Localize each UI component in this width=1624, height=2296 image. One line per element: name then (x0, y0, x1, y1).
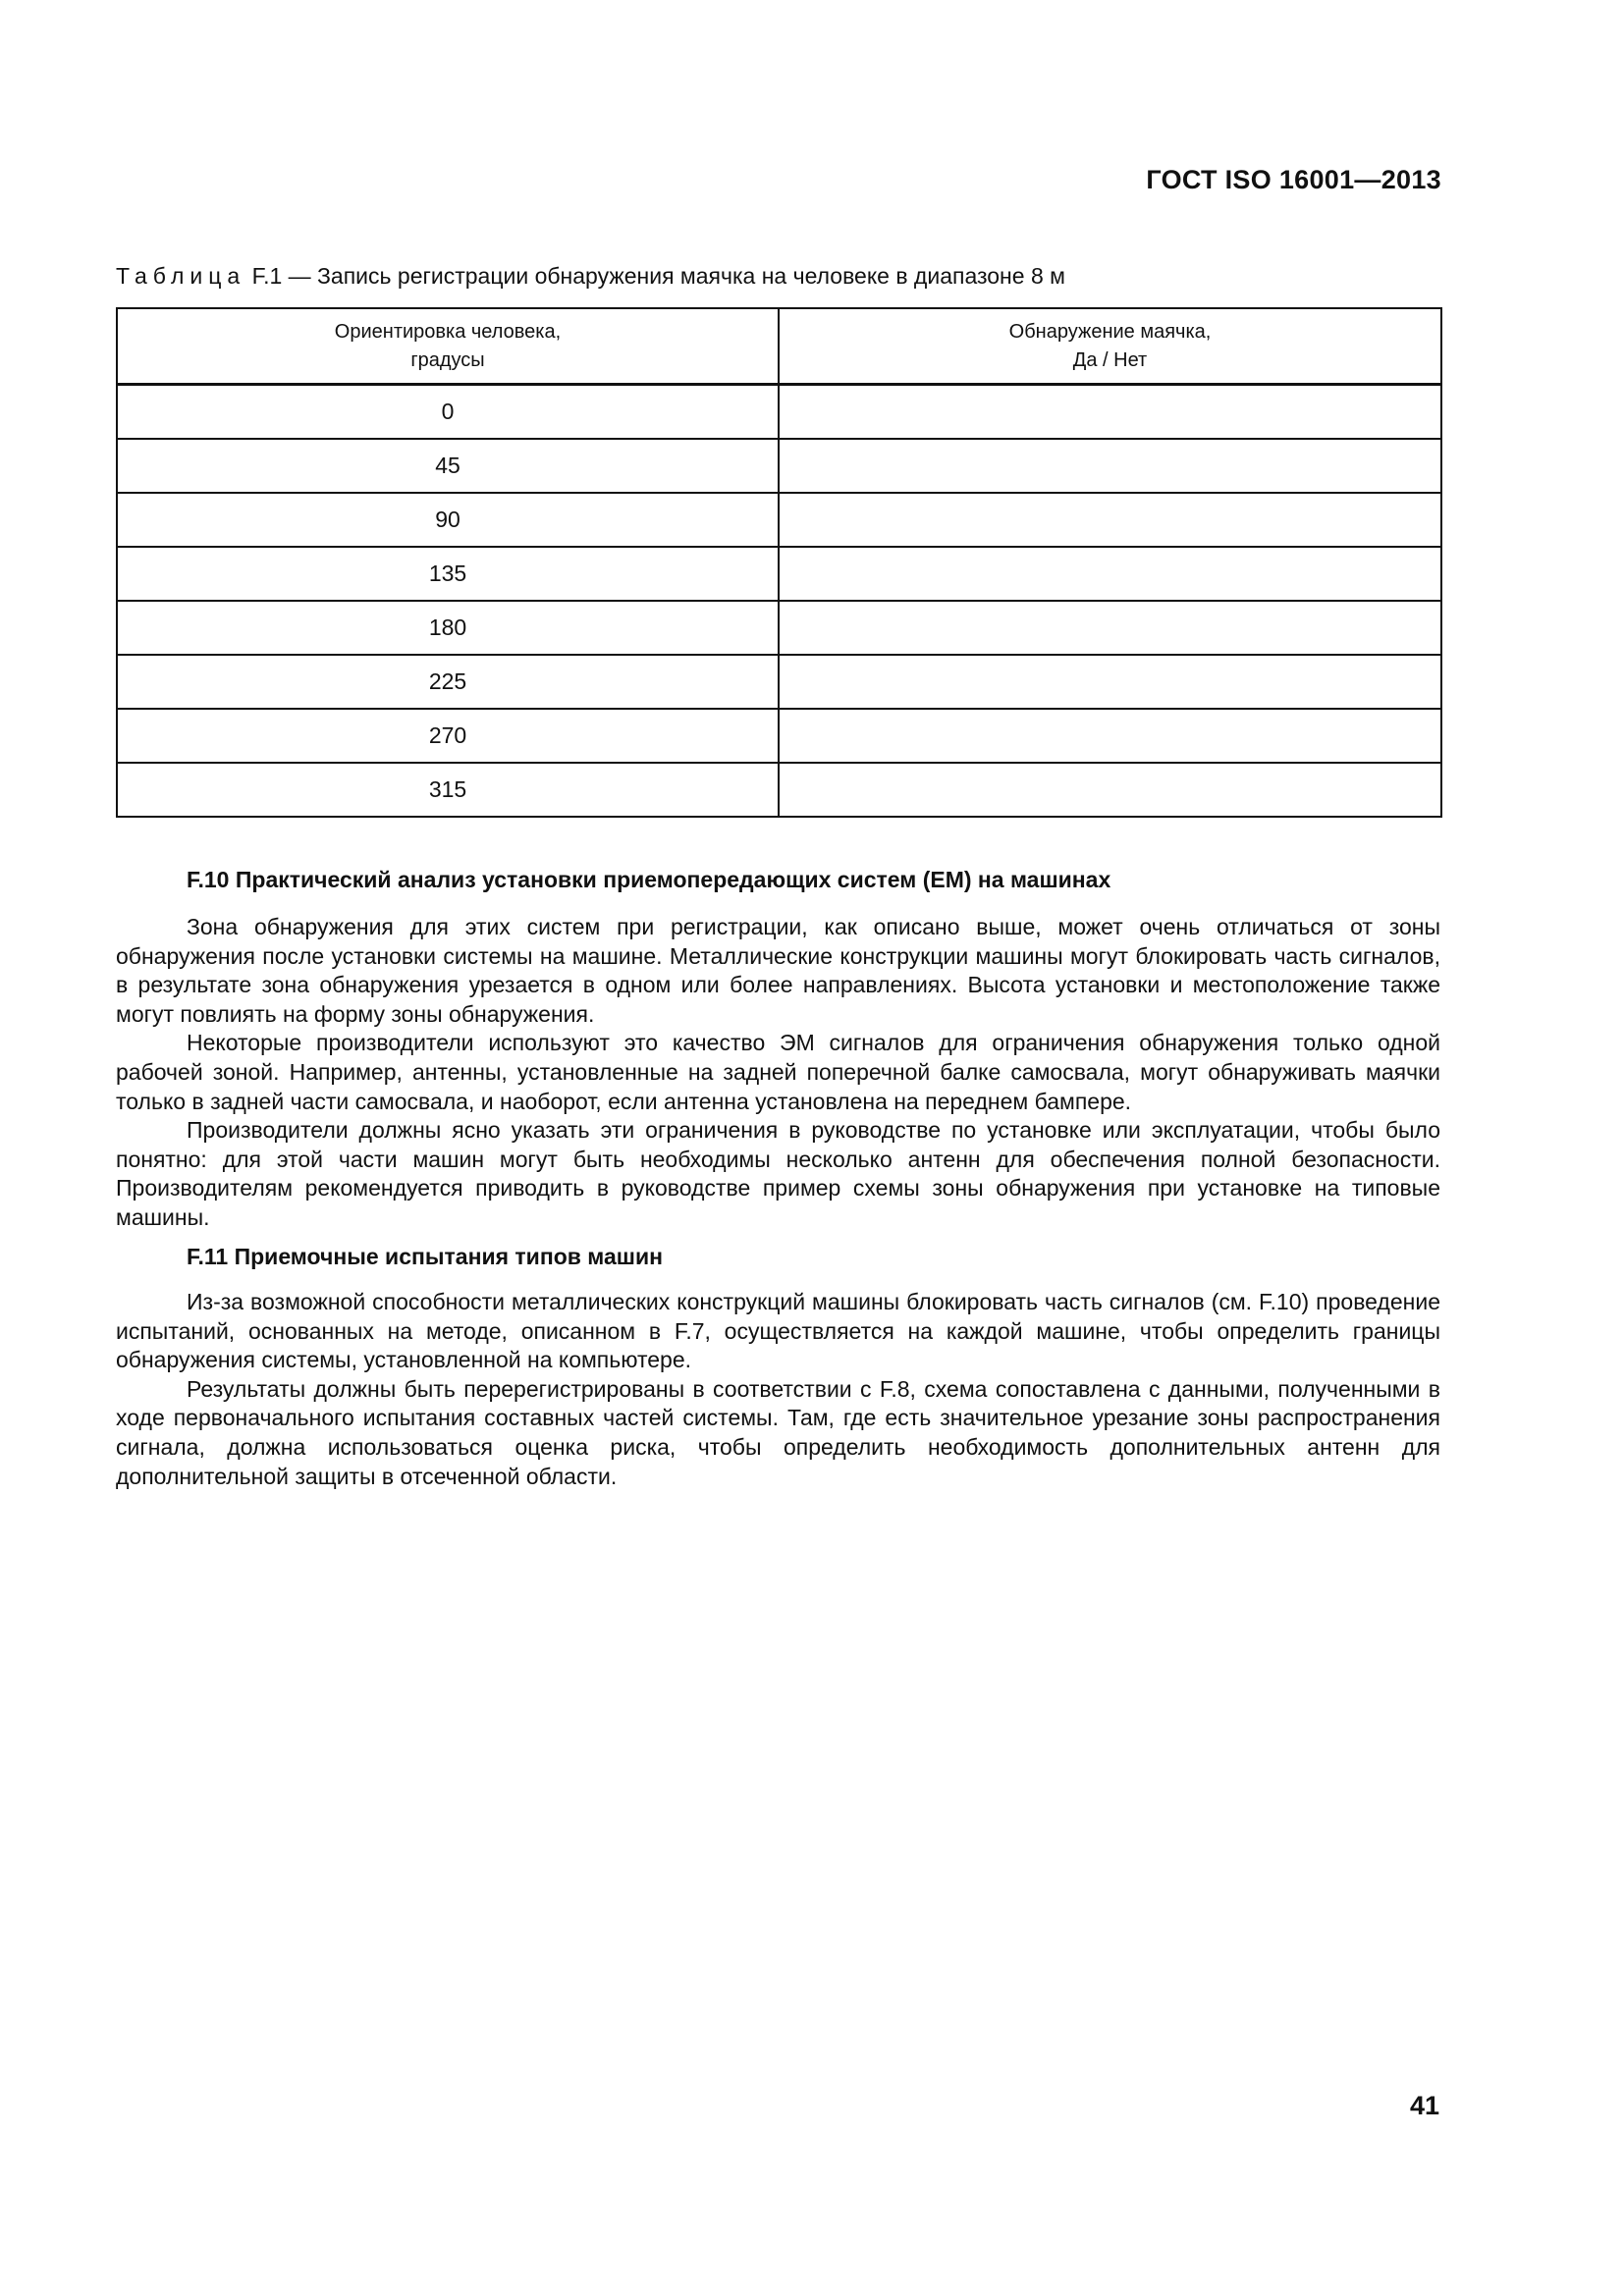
detection-cell (779, 385, 1441, 440)
table-caption-text: F.1 — Запись регистрации обнаружения маячка на человеке в диапазоне 8 м (245, 263, 1065, 289)
page-number: 41 (1409, 2091, 1439, 2120)
column-header-orientation (117, 308, 779, 385)
table-row (117, 763, 1441, 817)
beacon-detection-table (116, 307, 1442, 818)
paragraph: Некоторые производители используют это качество ЭМ сигналов для ограничения обнаружения только одной рабочей зоной. Например, антенны, установленные на задней поперечной балке самосвала, могут обнаруживать маячки только в задней части самосвала, и наоборот, если антенна установлена на переднем бампере. (116, 1030, 1440, 1114)
detection-cell (779, 547, 1441, 601)
column-header-line: градусы (410, 348, 485, 371)
paragraph: Из-за возможной способности металлических конструкций машины блокировать часть сигналов (см. F.10) проведение испытаний, основанных на методе, описанном в F.7, осуществляется на каждой машине, чтобы определить границы обнаружения системы, установленной на компьютере. (116, 1289, 1440, 1373)
detection-cell (779, 439, 1441, 493)
orientation-cell: 0 (117, 385, 779, 440)
detection-cell (779, 493, 1441, 547)
section-heading: F.10 Практический анализ установки приемопередающих систем (ЕМ) на машинах (187, 867, 1111, 892)
orientation-cell: 315 (117, 763, 779, 817)
section-f10 (116, 865, 1440, 1233)
table-row (117, 655, 1441, 709)
document-code: ГОСТ ISO 16001—2013 (1146, 165, 1441, 194)
column-header-line: Да / Нет (1072, 348, 1148, 371)
table-row (117, 709, 1441, 763)
section-heading: F.11 Приемочные испытания типов машин (187, 1244, 663, 1269)
column-header-detection (779, 308, 1441, 385)
table-row (117, 439, 1441, 493)
orientation-cell: 180 (117, 601, 779, 655)
detection-cell (779, 601, 1441, 655)
column-header-line: Обнаружение маячка, (1008, 320, 1212, 343)
table-row (117, 547, 1441, 601)
column-header-line: Ориентировка человека, (334, 320, 562, 343)
table-row (117, 493, 1441, 547)
paragraph: Результаты должны быть перерегистрированы в соответствии с F.8, схема сопоставлена с данными, полученными в ходе первоначального испытания составных частей системы. Там, где есть значительное урезание зоны распространения сигнала, должна использоваться оценка риска, чтобы определить необходимость дополнительных антенн для дополнительной защиты в отсеченной области. (116, 1375, 1440, 1489)
detection-cell (779, 709, 1441, 763)
detection-cell (779, 763, 1441, 817)
table-row (117, 601, 1441, 655)
paragraph: Производители должны ясно указать эти ограничения в руководстве по установке или эксплуатации, чтобы было понятно: для этой части машин могут быть необходимы несколько антенн для обеспечения полной безопасности. Производителям рекомендуется приводить в руководстве пример схемы зоны обнаружения при установке на типовые машины. (116, 1117, 1440, 1230)
table-caption-prefix: Таблица (116, 263, 246, 289)
orientation-cell: 270 (117, 709, 779, 763)
orientation-cell: 135 (117, 547, 779, 601)
table-header-row (117, 308, 1441, 385)
section-f11 (116, 1242, 1440, 1491)
table-row (117, 385, 1441, 440)
paragraph: Зона обнаружения для этих систем при регистрации, как описано выше, может очень отличаться от зоны обнаружения после установки системы на машине. Металлические конструкции машины могут блокировать часть сигналов, в результате зона обнаружения урезается в одном или более направлениях. Высота установки и местоположение также могут повлиять на форму зоны обнаружения. (116, 914, 1440, 1027)
orientation-cell: 45 (117, 439, 779, 493)
orientation-cell: 225 (117, 655, 779, 709)
orientation-cell: 90 (117, 493, 779, 547)
detection-cell (779, 655, 1441, 709)
table-caption (116, 263, 1065, 290)
